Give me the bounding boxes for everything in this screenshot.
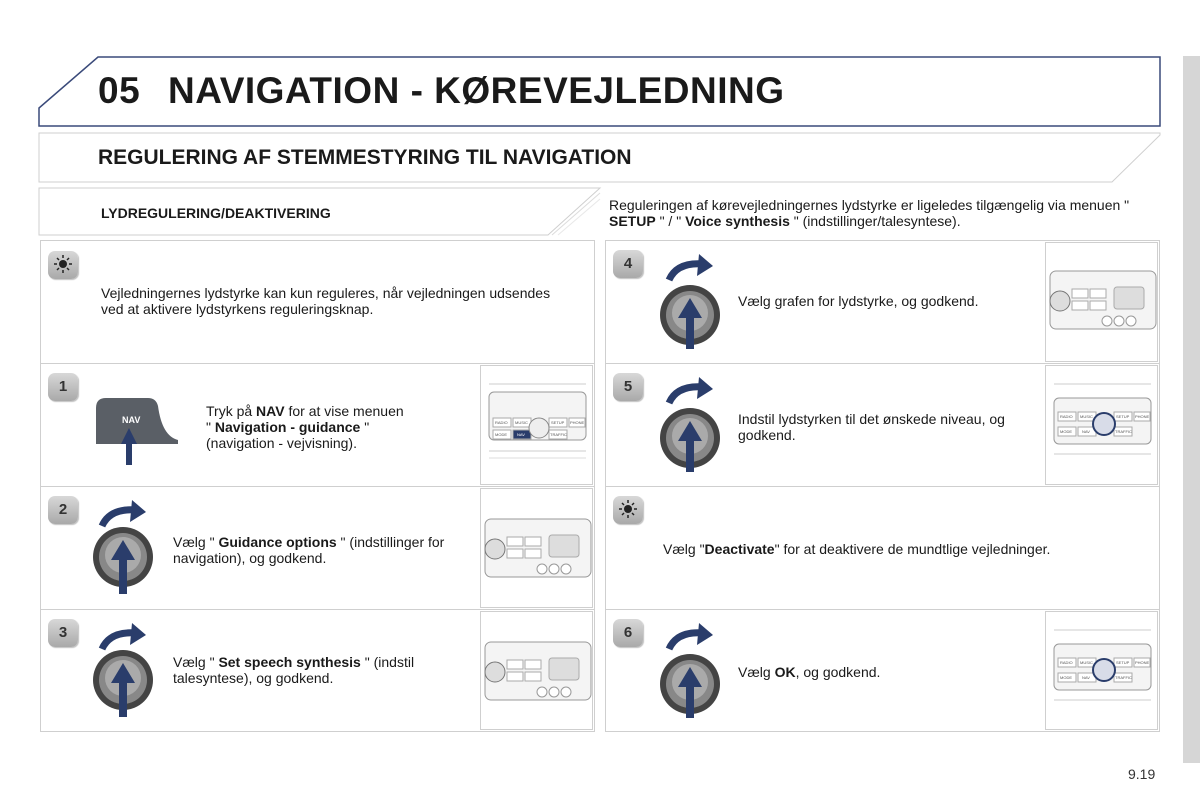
- step-1-badge: 1: [48, 373, 78, 401]
- subsection-title: LYDREGULERING/DEAKTIVERING: [101, 205, 331, 221]
- svg-text:MUSIC: MUSIC: [1080, 660, 1093, 665]
- rotary-knob-icon: [659, 254, 723, 350]
- step-3-text: Vælg " Set speech synthesis " (indstil talesyntese), og godkend.: [173, 654, 415, 686]
- svg-text:PHONE: PHONE: [1135, 660, 1150, 665]
- step-5-badge: 5: [613, 373, 643, 401]
- rotary-knob-icon: [92, 623, 156, 719]
- rotary-knob-icon: [659, 623, 723, 719]
- section-title: REGULERING AF STEMMESTYRING TIL NAVIGATION: [98, 146, 632, 169]
- svg-text:MUSIC: MUSIC: [1080, 414, 1093, 419]
- chapter-number: 05: [98, 70, 141, 111]
- svg-text:NAV: NAV: [1082, 675, 1090, 680]
- step-6-text: Vælg OK, og godkend.: [738, 664, 881, 680]
- step-2-badge: 2: [48, 496, 78, 524]
- radio-label-mode: MODE: [495, 432, 507, 437]
- tip-volume-text: Vejledningernes lydstyrke kan kun reguleres, når vejledningen udsendes ved at aktivere lydstyrkens reguleringsknap.: [101, 285, 551, 317]
- radio-label-phone: PHONE: [570, 420, 585, 425]
- side-strip: [1183, 56, 1200, 763]
- radio-label-radio: RADIO: [495, 420, 508, 425]
- radio-label-traffic: TRAFFIC: [550, 432, 567, 437]
- radio-panel-4: [1045, 242, 1158, 362]
- rotary-knob-icon: [92, 500, 156, 596]
- svg-text:TRAFFIC: TRAFFIC: [1115, 429, 1132, 434]
- radio-label-music: MUSIC: [515, 420, 528, 425]
- svg-text:PHONE: PHONE: [1135, 414, 1150, 419]
- svg-text:TRAFFIC: TRAFFIC: [1115, 675, 1132, 680]
- page-number: 9.19: [1128, 766, 1156, 782]
- radio-label-setup: SETUP: [551, 420, 565, 425]
- svg-text:SETUP: SETUP: [1116, 414, 1130, 419]
- step-4-badge: 4: [613, 250, 643, 278]
- svg-text:SETUP: SETUP: [1116, 660, 1130, 665]
- step-6-badge: 6: [613, 619, 643, 647]
- svg-text:MODE: MODE: [1060, 429, 1072, 434]
- intro-text: Reguleringen af kørevejledningernes lydstyrke er ligeledes tilgængelig via menuen " SETUP " / " Voice synthesis " (indstillinger/talesyntese).: [609, 197, 1130, 229]
- radio-panel-5: [1045, 365, 1158, 485]
- step-1-text: Tryk på NAV for at vise menuen " Navigation - guidance " (navigation - vejvisning).: [206, 403, 404, 451]
- lightbulb-icon: [613, 496, 643, 524]
- radio-panel-6: [1045, 611, 1158, 730]
- tip-deactivate-text: Vælg "Deactivate" for at deaktivere de mundtlige vejledninger.: [663, 541, 1051, 557]
- radio-label-nav: NAV: [517, 432, 525, 437]
- svg-text:RADIO: RADIO: [1060, 414, 1073, 419]
- svg-text:NAV: NAV: [1082, 429, 1090, 434]
- svg-text:MODE: MODE: [1060, 675, 1072, 680]
- chapter-title: NAVIGATION - KØREVEJLEDNING: [168, 70, 785, 111]
- step-5-text: Indstil lydstyrken til det ønskede niveau, og godkend.: [738, 411, 1005, 443]
- radio-panel-3: [480, 611, 593, 730]
- step-3-badge: 3: [48, 619, 78, 647]
- radio-panel-1: [480, 365, 593, 485]
- rotary-knob-icon: [659, 377, 723, 473]
- radio-panel-2: [480, 488, 593, 608]
- lightbulb-icon: [48, 251, 78, 279]
- svg-text:RADIO: RADIO: [1060, 660, 1073, 665]
- nav-button-label: NAV: [122, 415, 141, 425]
- nav-button-icon: [92, 396, 182, 466]
- step-2-text: Vælg " Guidance options " (indstillinger for navigation), og godkend.: [173, 534, 445, 566]
- step-4-text: Vælg grafen for lydstyrke, og godkend.: [738, 293, 979, 309]
